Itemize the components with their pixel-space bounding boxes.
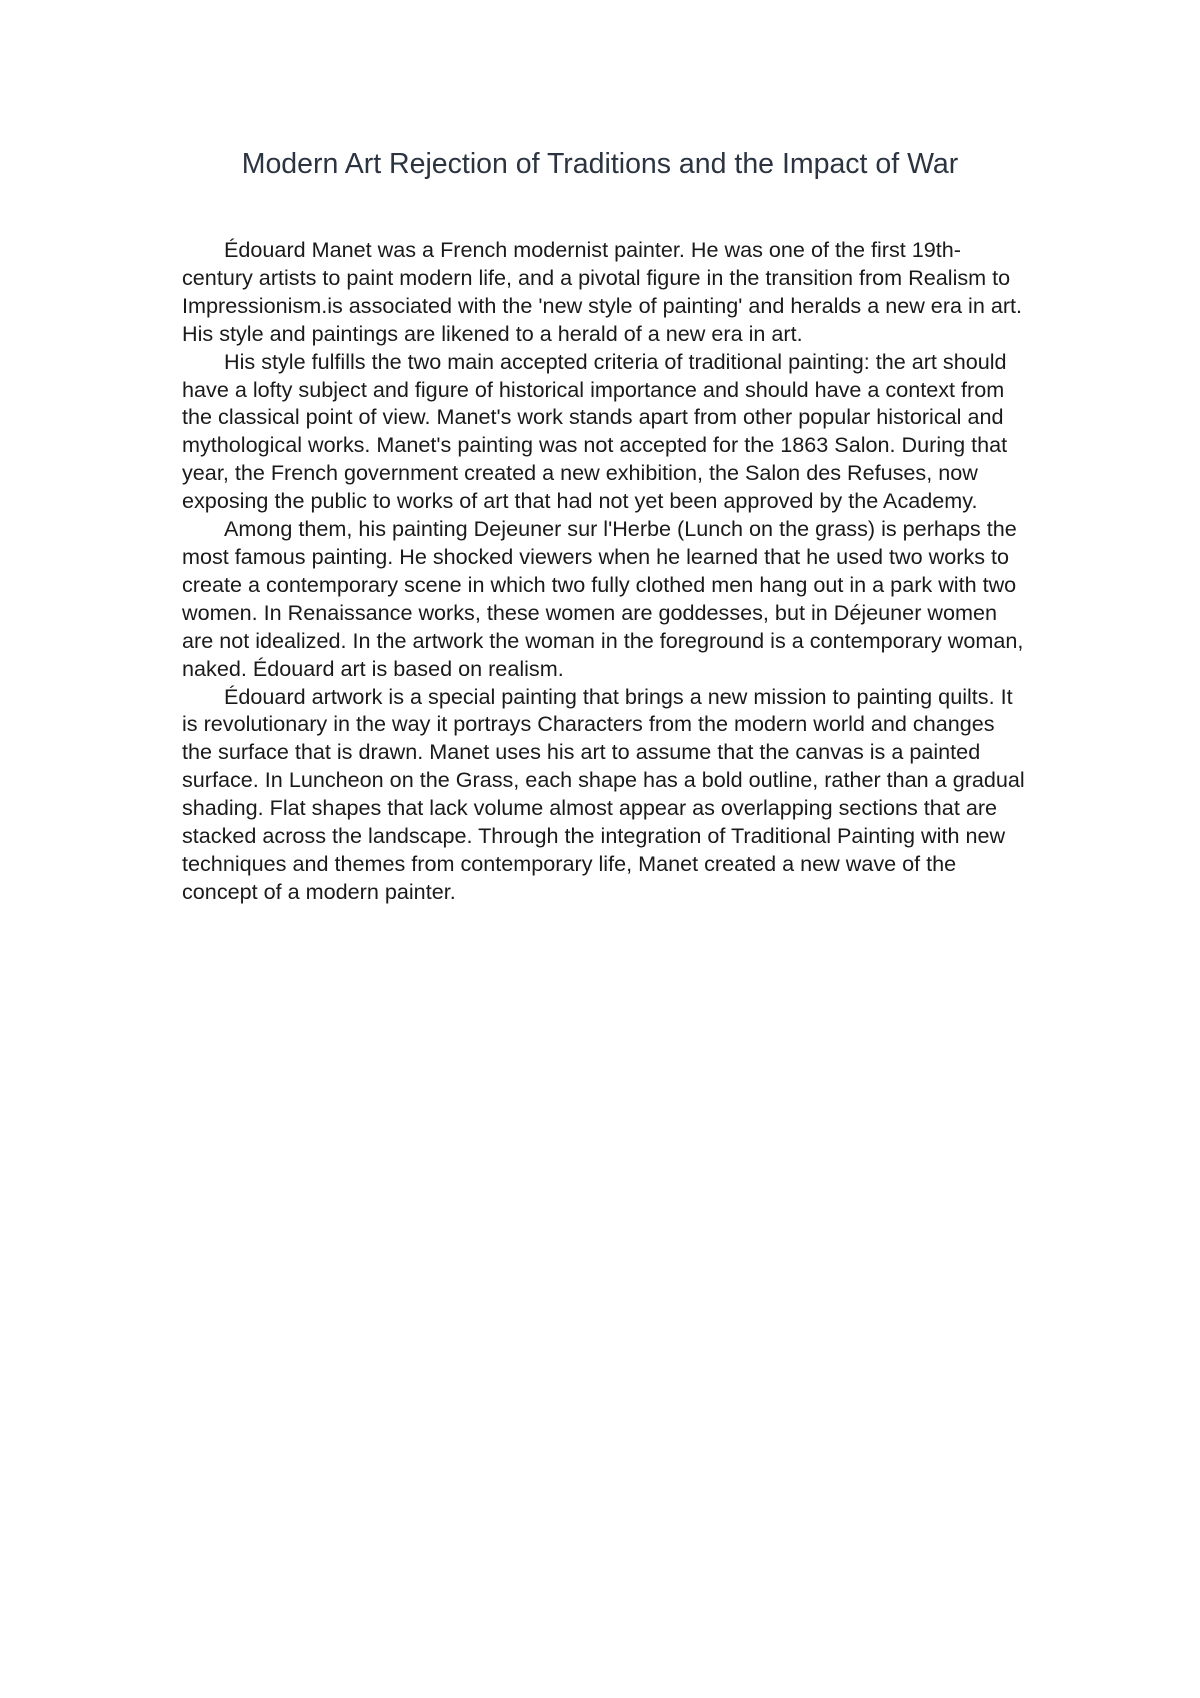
document-body (182, 236, 1027, 906)
document-title: Modern Art Rejection of Traditions and the Impact of War (241, 148, 959, 180)
paragraph-1: Édouard Manet was a French modernist painter. He was one of the first 19th-century artists to paint modern life, and a pivotal figure in the transition from Realism to Impressionism.is associated with the 'new style of painting' and heralds a new era in art. His style and paintings are likened to a herald of a new era in art. (182, 237, 1023, 346)
paragraph-4: Édouard artwork is a special painting that brings a new mission to painting quilts. It is revolutionary in the way it portrays Characters from the modern world and changes the surface that is drawn. Manet uses his art to assume that the canvas is a painted surface. In Luncheon on the Grass, each shape has a bold outline, rather than a gradual shading. Flat shapes that lack volume almost appear as overlapping sections that are stacked across the landscape. Through the integration of Traditional Painting with new techniques and themes from contemporary life, Manet created a new wave of the concept of a modern painter. (182, 683, 1025, 904)
paragraph-2: His style fulfills the two main accepted criteria of traditional painting: the art should have a lofty subject and figure of historical importance and should have a context from the classical point of view. Manet's work stands apart from other popular historical and mythological works. Manet's painting was not accepted for the 1863 Salon. During that year, the French government created a new exhibition, the Salon des Refuses, now exposing the public to works of art that had not yet been approved by the Academy. (182, 348, 1008, 514)
paragraph-3: Among them, his painting Dejeuner sur l'Herbe (Lunch on the grass) is perhaps the most famous painting. He shocked viewers when he learned that he used two works to create a contemporary scene in which two fully clothed men hang out in a park with two women. In Renaissance works, these women are goddesses, but in Déjeuner women are not idealized. In the artwork the woman in the foreground is a contemporary woman, naked. Édouard art is based on realism. (182, 516, 1024, 681)
